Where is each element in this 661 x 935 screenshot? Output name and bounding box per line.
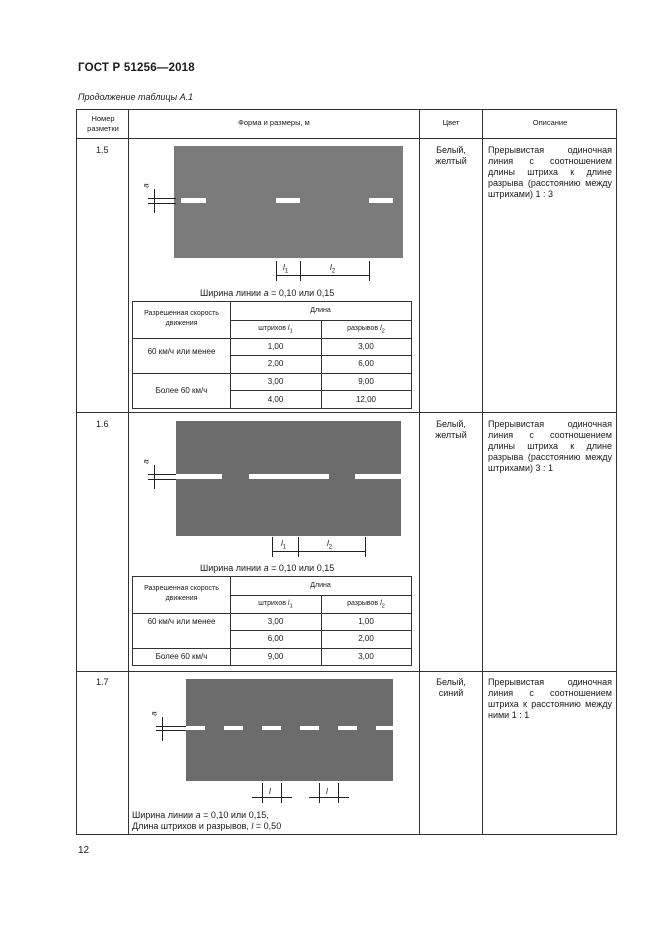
dim-line-a <box>162 717 163 741</box>
dim-extension-line <box>276 261 277 281</box>
speed-high-label: Более 60 км/ч <box>155 386 208 395</box>
subtable-header-gap: разрывов $l_2$ <box>347 600 385 610</box>
dim-extension-line <box>148 479 176 480</box>
subtable-header-speed: Разрешенная скорость движения <box>144 310 219 327</box>
col-divider <box>482 109 483 835</box>
row-divider <box>76 138 617 139</box>
dim-line-l <box>272 551 365 552</box>
dim-label-l1: $l_1$ <box>281 539 287 551</box>
dim-label-a: a <box>141 459 151 464</box>
dash-length-value: 4,00 <box>267 395 284 404</box>
speed-length-table <box>132 576 412 666</box>
dash-length-value: 3,00 <box>267 377 284 386</box>
dim-extension-line <box>148 198 176 199</box>
dim-label-l2: $l_2$ <box>327 539 333 551</box>
gap-length-value: 3,00 <box>358 342 374 351</box>
dim-extension-line <box>369 261 370 281</box>
dash-length-value: 1,00 <box>267 342 284 351</box>
subtable-header-length: Длина <box>310 582 331 589</box>
subtable-header-length: Длина <box>310 307 331 314</box>
dim-extension-line <box>338 783 339 803</box>
line-width-note: Ширина линии a = 0,10 или 0,15 <box>200 288 335 298</box>
subtable-divider <box>230 630 411 631</box>
subtable-divider <box>230 355 411 356</box>
subtable-divider <box>230 320 411 321</box>
dim-line-l <box>252 797 292 798</box>
dim-extension-line <box>298 537 299 557</box>
dim-label-a: a <box>149 711 159 716</box>
dim-label-l: l <box>326 787 328 796</box>
row-description: Прерывистая одиночная линия с соотношением длины штриха к длине разрыва (расстоянию между штрихами) 1 : 3 <box>488 145 612 199</box>
dim-extension-line <box>319 783 320 803</box>
dim-label-l2: $l_2$ <box>330 263 336 275</box>
row-divider <box>76 671 617 672</box>
row-number: 1.7 <box>96 677 109 687</box>
dash-marking <box>376 726 393 730</box>
dash-marking <box>176 474 222 479</box>
speed-low-label: 60 км/ч или менее <box>147 347 216 356</box>
gap-length-value: 1,00 <box>358 617 374 626</box>
dash-length-value: 9,00 <box>267 652 284 661</box>
col-divider <box>419 109 420 835</box>
row-description: Прерывистая одиночная линия с соотношением длины штриха к длине разрыва (расстоянию между штрихами) 3 : 1 <box>488 419 612 473</box>
subtable-divider <box>230 390 411 391</box>
row-number: 1.5 <box>96 145 109 155</box>
subtable-divider <box>133 648 411 649</box>
dim-extension-line <box>365 537 366 557</box>
dash-marking <box>276 198 300 203</box>
col-divider <box>128 109 129 835</box>
dim-extension-line <box>156 730 186 731</box>
dash-marking <box>338 726 357 730</box>
dim-extension-line <box>272 537 273 557</box>
page-number: 12 <box>78 845 90 856</box>
subtable-header-dash: штрихов $l_1$ <box>258 325 293 335</box>
row-description: Прерывистая одиночная линия с соотношением штриха к расстоянию между ними 1 : 1 <box>488 677 612 720</box>
gap-length-value: 12,00 <box>355 395 377 404</box>
dash-length-value: 3,00 <box>267 617 284 626</box>
dim-extension-line <box>156 726 186 727</box>
speed-high-label: Более 60 км/ч <box>155 652 208 661</box>
row-divider <box>76 412 617 413</box>
document-title: ГОСТ Р 51256—2018 <box>78 62 195 74</box>
dim-line-a <box>154 189 155 213</box>
subtable-header-dash: штрихов $l_1$ <box>258 600 293 610</box>
subtable-divider <box>133 373 411 374</box>
row-number: 1.6 <box>96 419 109 429</box>
line-width-note: Ширина линии a = 0,10 или 0,15, <box>132 810 269 820</box>
speed-length-table <box>132 301 412 409</box>
subtable-header-gap: разрывов $l_2$ <box>347 325 385 335</box>
speed-low-label: 60 км/ч или менее <box>147 617 216 626</box>
subtable-divider <box>133 613 411 614</box>
subtable-header-speed: Разрешенная скорость движения <box>144 585 219 602</box>
dash-marking <box>249 474 329 479</box>
dim-line-l <box>276 275 369 276</box>
table-continuation-caption: Продолжение таблицы А.1 <box>78 92 194 102</box>
dash-marking <box>262 726 281 730</box>
dash-length-value: 2,00 <box>267 359 284 368</box>
dash-marking <box>300 726 319 730</box>
row-color: Белый, синий <box>436 677 466 698</box>
dim-extension-line <box>262 783 263 803</box>
header-color: Цвет <box>442 118 460 127</box>
dim-extension-line <box>281 783 282 803</box>
gap-length-value: 2,00 <box>358 634 374 643</box>
subtable-divider <box>133 338 411 339</box>
markings-table <box>76 109 617 835</box>
dash-marking <box>369 198 393 203</box>
header-number: Номер разметки <box>87 114 119 133</box>
subtable-divider <box>230 595 411 596</box>
gap-length-value: 3,00 <box>358 652 374 661</box>
dim-line-l <box>309 797 349 798</box>
row-color: Белый, желтый <box>435 145 467 166</box>
dash-marking <box>355 474 401 479</box>
header-description: Описание <box>532 118 568 127</box>
gap-length-value: 9,00 <box>358 377 374 386</box>
header-shape: Форма и размеры, м <box>238 118 310 127</box>
dash-marking <box>224 726 243 730</box>
dim-extension-line <box>148 474 176 475</box>
row-color: Белый, желтый <box>435 419 467 440</box>
dash-marking <box>181 198 206 203</box>
dash-marking <box>186 726 205 730</box>
gap-length-value: 6,00 <box>358 359 374 368</box>
dash-length-note: Длина штрихов и разрывов, l = 0,50 <box>132 821 282 831</box>
line-width-note: Ширина линии a = 0,10 или 0,15 <box>200 563 335 573</box>
dim-line-a <box>154 465 155 489</box>
dim-label-a: a <box>141 183 151 188</box>
dim-label-l: l <box>269 787 271 796</box>
dim-extension-line <box>300 261 301 281</box>
road-surface <box>186 679 393 781</box>
dim-label-l1: $l_1$ <box>283 263 289 275</box>
dash-length-value: 6,00 <box>267 634 284 643</box>
dim-extension-line <box>148 203 176 204</box>
